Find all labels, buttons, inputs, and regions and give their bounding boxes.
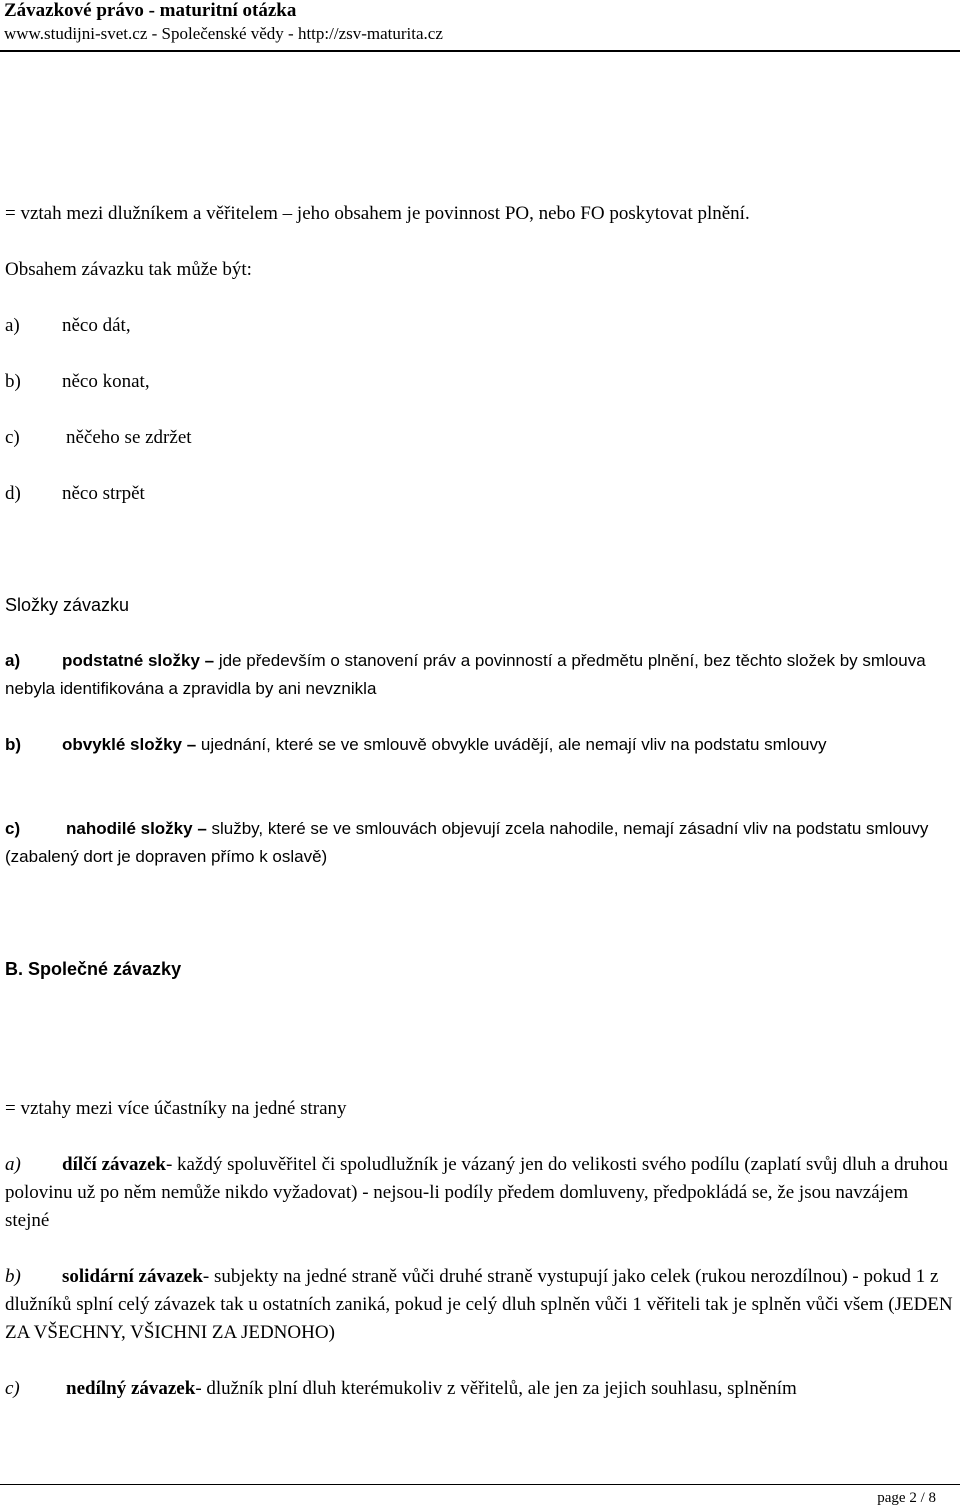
- document-subtitle: www.studijni-svet.cz - Společenské vědy - http://zsv-maturita.cz: [4, 24, 443, 43]
- component-term: obvyklé složky: [62, 735, 183, 754]
- list-item-label: c): [5, 427, 20, 448]
- component-dash: –: [182, 735, 201, 754]
- list-item: [5, 480, 145, 508]
- component-label: b): [5, 735, 22, 754]
- list-item-label: d): [5, 483, 21, 504]
- component-dash: –: [192, 819, 212, 838]
- list-item-text: něco konat,: [62, 371, 150, 392]
- component-item: [5, 731, 955, 759]
- joint-item-text: - subjekty na jedné straně vůči druhé straně vystupují jako celek (rukou nerozdílnou) - pokud 1 z dlužníků splní celý závazek tak u ostatních zaniká, pokud je celý dluh splněn vůči 1 věřiteli tak je splněn vůči všem (JEDEN ZA VŠECHNY, VŠICHNI ZA JEDNOHO): [5, 1266, 953, 1343]
- header-divider: [0, 50, 960, 52]
- joint-item-label: b): [5, 1266, 21, 1287]
- component-dash: –: [199, 651, 219, 670]
- content-heading: Obsahem závazku tak může být:: [5, 259, 252, 280]
- list-item-label: b): [5, 371, 21, 392]
- component-text: služby, které se ve smlouvách objevují zcela nahodile, nemají zásadní vliv na podstatu smlouvy (zabalený dort je dopraven přímo k oslavě): [5, 819, 929, 866]
- page-number: page 2 / 8: [877, 1490, 936, 1506]
- joint-definition: = vztahy mezi více účastníky na jedné strany: [5, 1098, 347, 1119]
- footer-divider: [0, 1484, 960, 1485]
- joint-item-term: solidární závazek: [62, 1266, 203, 1287]
- component-item: [5, 815, 955, 871]
- components-heading: Složky závazku: [5, 595, 130, 615]
- list-item: [5, 312, 131, 340]
- joint-item-term: dílčí závazek: [62, 1154, 166, 1175]
- component-label: c): [5, 819, 21, 838]
- joint-item-label: a): [5, 1154, 21, 1175]
- list-item: [5, 424, 192, 452]
- component-term: podstatné složky: [62, 651, 200, 670]
- component-term: nahodilé složky: [66, 819, 193, 838]
- obligation-definition: = vztah mezi dlužníkem a věřitelem – jeho obsahem je povinnost PO, nebo FO poskytovat plnění.: [5, 203, 750, 224]
- component-text: jde především o stanovení práv a povinností a předmětu plnění, bez těchto složek by smlouva nebyla identifikována a zpravidla by ani nevznikla: [5, 651, 926, 698]
- joint-item-term: nedílný závazek: [66, 1378, 196, 1399]
- list-item-label: a): [5, 315, 20, 336]
- joint-item: [5, 1151, 955, 1235]
- joint-heading: B. Společné závazky: [5, 959, 182, 979]
- joint-item-text: - dlužník plní dluh kterémukoliv z věřitelů, ale jen za jejich souhlasu, splněním: [195, 1378, 797, 1399]
- list-item-text: něčeho se zdržet: [66, 427, 192, 448]
- joint-item: [5, 1375, 955, 1403]
- list-item-text: něco strpět: [62, 483, 145, 504]
- list-item-text: něco dát,: [62, 315, 131, 336]
- joint-item: [5, 1263, 955, 1347]
- joint-item-label: c): [5, 1378, 20, 1399]
- joint-item-text: - každý spoluvěřitel či spoludlužník je vázaný jen do velikosti svého podílu (zaplatí svůj dluh a druhou polovinu už po něm nemůže nikdo vyžadovat) - nejsou-li podíly předem domluveny, předpokládá se, že jsou navzájem stejné: [5, 1154, 948, 1231]
- document-header: [4, 0, 956, 46]
- document-title: Závazkové právo - maturitní otázka: [4, 0, 297, 21]
- component-text: ujednání, které se ve smlouvě obvykle uvádějí, ale nemají vliv na podstatu smlouvy: [200, 735, 827, 754]
- component-item: [5, 647, 955, 703]
- component-label: a): [5, 651, 21, 670]
- list-item: [5, 368, 150, 396]
